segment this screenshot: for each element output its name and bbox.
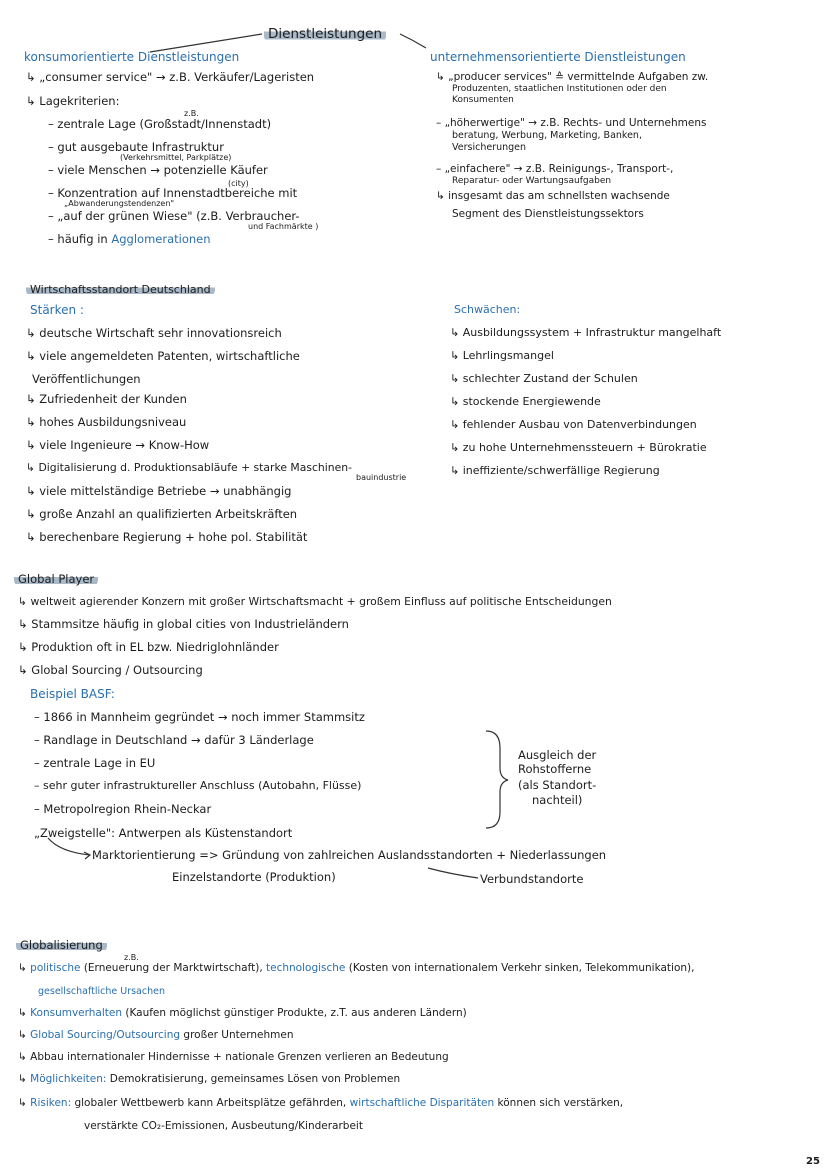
unter-line: – „höherwertige" → z.B. Rechts- und Unternehmens [436, 117, 707, 129]
text: ↳ [18, 962, 27, 974]
highlight-term: Global Sourcing/Outsourcing [30, 1029, 181, 1041]
text: ↳ [18, 1097, 27, 1109]
konsum-line: – „auf der grünen Wiese" (z.B. Verbraucher- [48, 209, 300, 223]
global-item: ↳ Stammsitze häufig in global cities von Industrieländern [18, 617, 349, 631]
highlight-term: technologische [266, 962, 346, 974]
page-number: 25 [806, 1156, 820, 1167]
staerke-item: ↳ viele angemeldeten Patenten, wirtschaftliche [26, 349, 300, 363]
section-title-global: Global Player [14, 572, 98, 586]
text: Demokratisierung, gemeinsames Lösen von Problemen [109, 1073, 401, 1085]
annotation: z.B. [124, 953, 139, 962]
staerke-item: ↳ große Anzahl an qualifizierten Arbeitskräften [26, 507, 298, 521]
unter-line: – „einfachere" → z.B. Reinigungs-, Transport-, [436, 163, 674, 175]
highlight-term: Möglichkeiten: [30, 1073, 107, 1085]
unter-line: Versicherungen [452, 142, 527, 153]
unter-line: Produzenten, staatlichen Institutionen oder den [452, 84, 667, 94]
konsum-line: ↳ „consumer service" → z.B. Verkäufer/Lageristen [26, 70, 315, 84]
staerke-item: ↳ hohes Ausbildungsniveau [26, 415, 187, 429]
text: großer Unternehmen [183, 1029, 294, 1041]
ausgleich-note: Rohstofferne [518, 762, 592, 776]
unter-line: Konsumenten [452, 95, 514, 105]
ausgleich-note: nachteil) [532, 793, 583, 807]
verbund-arrow [428, 868, 478, 878]
page-title: Dienstleistungen [264, 26, 386, 42]
basf-item: – Randlage in Deutschland → dafür 3 Länderlage [34, 733, 314, 747]
zweig-arrow [48, 838, 90, 855]
globalisierung-line [18, 1097, 623, 1109]
unter-heading: unternehmensorientierte Dienstleistungen [430, 50, 686, 64]
basf-item: – 1866 in Mannheim gegründet → noch immer Stammsitz [34, 710, 365, 724]
highlight-term: wirtschaftliche Disparitäten [349, 1097, 495, 1109]
text: (Kosten von internationalem Verkehr sinken, Telekommunikation), [348, 962, 695, 974]
highlight-term: Konsumverhalten [30, 1007, 122, 1019]
marktorientierung: Marktorientierung => Gründung von zahlreichen Auslandsstandorten + Niederlassungen [92, 848, 607, 862]
global-item: ↳ Produktion oft in EL bzw. Niedriglohnländer [18, 640, 279, 654]
beispiel-heading: Beispiel BASF: [30, 687, 115, 701]
section-title-globalisierung: Globalisierung [16, 938, 107, 952]
basf-brace [486, 731, 508, 828]
konsum-line: ↳ Lagekriterien: [26, 94, 120, 108]
schwaeche-item: ↳ ineffiziente/schwerfällige Regierung [450, 464, 660, 477]
annotation: (Verkehrsmittel, Parkplätze) [120, 153, 232, 162]
staerke-item: ↳ deutsche Wirtschaft sehr innovationsreich [26, 326, 282, 340]
unter-line: Reparatur- oder Wartungsaufgaben [452, 176, 612, 186]
konsum-line: – Konzentration auf Innenstadtbereiche mit [48, 186, 298, 200]
annotation: (city) [228, 179, 249, 188]
globalisierung-line [18, 1073, 400, 1085]
unter-line: beratung, Werbung, Marketing, Banken, [452, 130, 642, 141]
text: (Kaufen möglichst günstiger Produkte, z.T. aus anderen Ländern) [125, 1007, 467, 1019]
staerken-heading: Stärken : [30, 303, 84, 317]
unter-line: ↳ insgesamt das am schnellsten wachsende [436, 190, 670, 202]
schwaechen-heading: Schwächen: [454, 303, 521, 316]
schwaeche-item: ↳ Ausbildungssystem + Infrastruktur mangelhaft [450, 326, 722, 339]
unter-line: ↳ „producer services" ≙ vermittelnde Aufgaben zw. [436, 71, 709, 83]
staerke-item: ↳ Zufriedenheit der Kunden [26, 392, 187, 406]
ausgleich-note: (als Standort- [518, 778, 597, 792]
staerke-item: ↳ berechenbare Regierung + hohe pol. Stabilität [26, 530, 308, 544]
text: globaler Wettbewerb kann Arbeitsplätze gefährden, [74, 1097, 347, 1109]
konsum-line: – gut ausgebaute Infrastruktur [48, 140, 224, 154]
schwaeche-item: ↳ stockende Energiewende [450, 395, 601, 408]
global-item: ↳ Global Sourcing / Outsourcing [18, 663, 203, 677]
annotation: „Abwanderungstendenzen" [64, 199, 175, 208]
section-title-wirtschaft: Wirtschaftsstandort Deutschland [26, 283, 215, 296]
global-item: ↳ weltweit agierender Konzern mit großer Wirtschaftsmacht + großem Einfluss auf politische Entscheidungen [18, 595, 612, 608]
unter-line: Segment des Dienstleistungssektors [452, 208, 644, 220]
annotation: bauindustrie [356, 473, 407, 482]
text: ↳ [18, 1029, 27, 1041]
einzelstandorte: Einzelstandorte (Produktion) [172, 870, 336, 884]
text: (Erneuerung der Marktwirtschaft), [83, 962, 263, 974]
globalisierung-line: verstärkte CO₂-Emissionen, Ausbeutung/Kinderarbeit [84, 1120, 363, 1132]
schwaeche-item: ↳ schlechter Zustand der Schulen [450, 372, 638, 385]
highlight-term: gesellschaftliche Ursachen [38, 986, 165, 997]
konsum-line [48, 232, 211, 246]
text: ↳ [18, 1073, 27, 1085]
globalisierung-line [18, 1007, 467, 1019]
konsum-line: – viele Menschen → potenzielle Käufer [48, 163, 268, 177]
staerke-item: Veröffentlichungen [32, 372, 141, 386]
basf-item: – sehr guter infrastruktureller Anschluss (Autobahn, Flüsse) [34, 779, 362, 792]
zweigstelle: „Zweigstelle": Antwerpen als Küstenstandort [34, 826, 293, 840]
verbundstandorte: Verbundstandorte [480, 872, 584, 886]
globalisierung-line [18, 1029, 293, 1041]
highlight-term: politische [30, 962, 81, 974]
konsum-heading: konsumorientierte Dienstleistungen [24, 50, 240, 64]
schwaeche-item: ↳ zu hohe Unternehmenssteuern + Bürokratie [450, 441, 707, 454]
schwaeche-item: ↳ fehlender Ausbau von Datenverbindungen [450, 418, 697, 431]
basf-item: – Metropolregion Rhein-Neckar [34, 802, 212, 816]
text: ↳ [18, 1007, 27, 1019]
staerke-item: ↳ viele mittelständige Betriebe → unabhängig [26, 484, 292, 498]
globalisierung-line [18, 962, 694, 974]
konsum-line: – zentrale Lage (Großstadt/Innenstadt) [48, 117, 272, 131]
ausgleich-note: Ausgleich der [518, 748, 597, 762]
staerke-item: ↳ Digitalisierung d. Produktionsabläufe + starke Maschinen- [26, 461, 352, 474]
annotation: und Fachmärkte ) [248, 222, 319, 231]
text: – häufig in [48, 232, 108, 246]
annotation: z.B. [184, 109, 199, 118]
staerke-item: ↳ viele Ingenieure → Know-How [26, 438, 210, 452]
globalisierung-line: ↳ Abbau internationaler Hindernisse + nationale Grenzen verlieren an Bedeutung [18, 1051, 449, 1063]
highlight-term: Agglomerationen [111, 232, 211, 246]
highlight-term: Risiken: [30, 1097, 72, 1109]
basf-item: – zentrale Lage in EU [34, 756, 156, 770]
schwaeche-item: ↳ Lehrlingsmangel [450, 349, 554, 362]
text: können sich verstärken, [497, 1097, 624, 1109]
